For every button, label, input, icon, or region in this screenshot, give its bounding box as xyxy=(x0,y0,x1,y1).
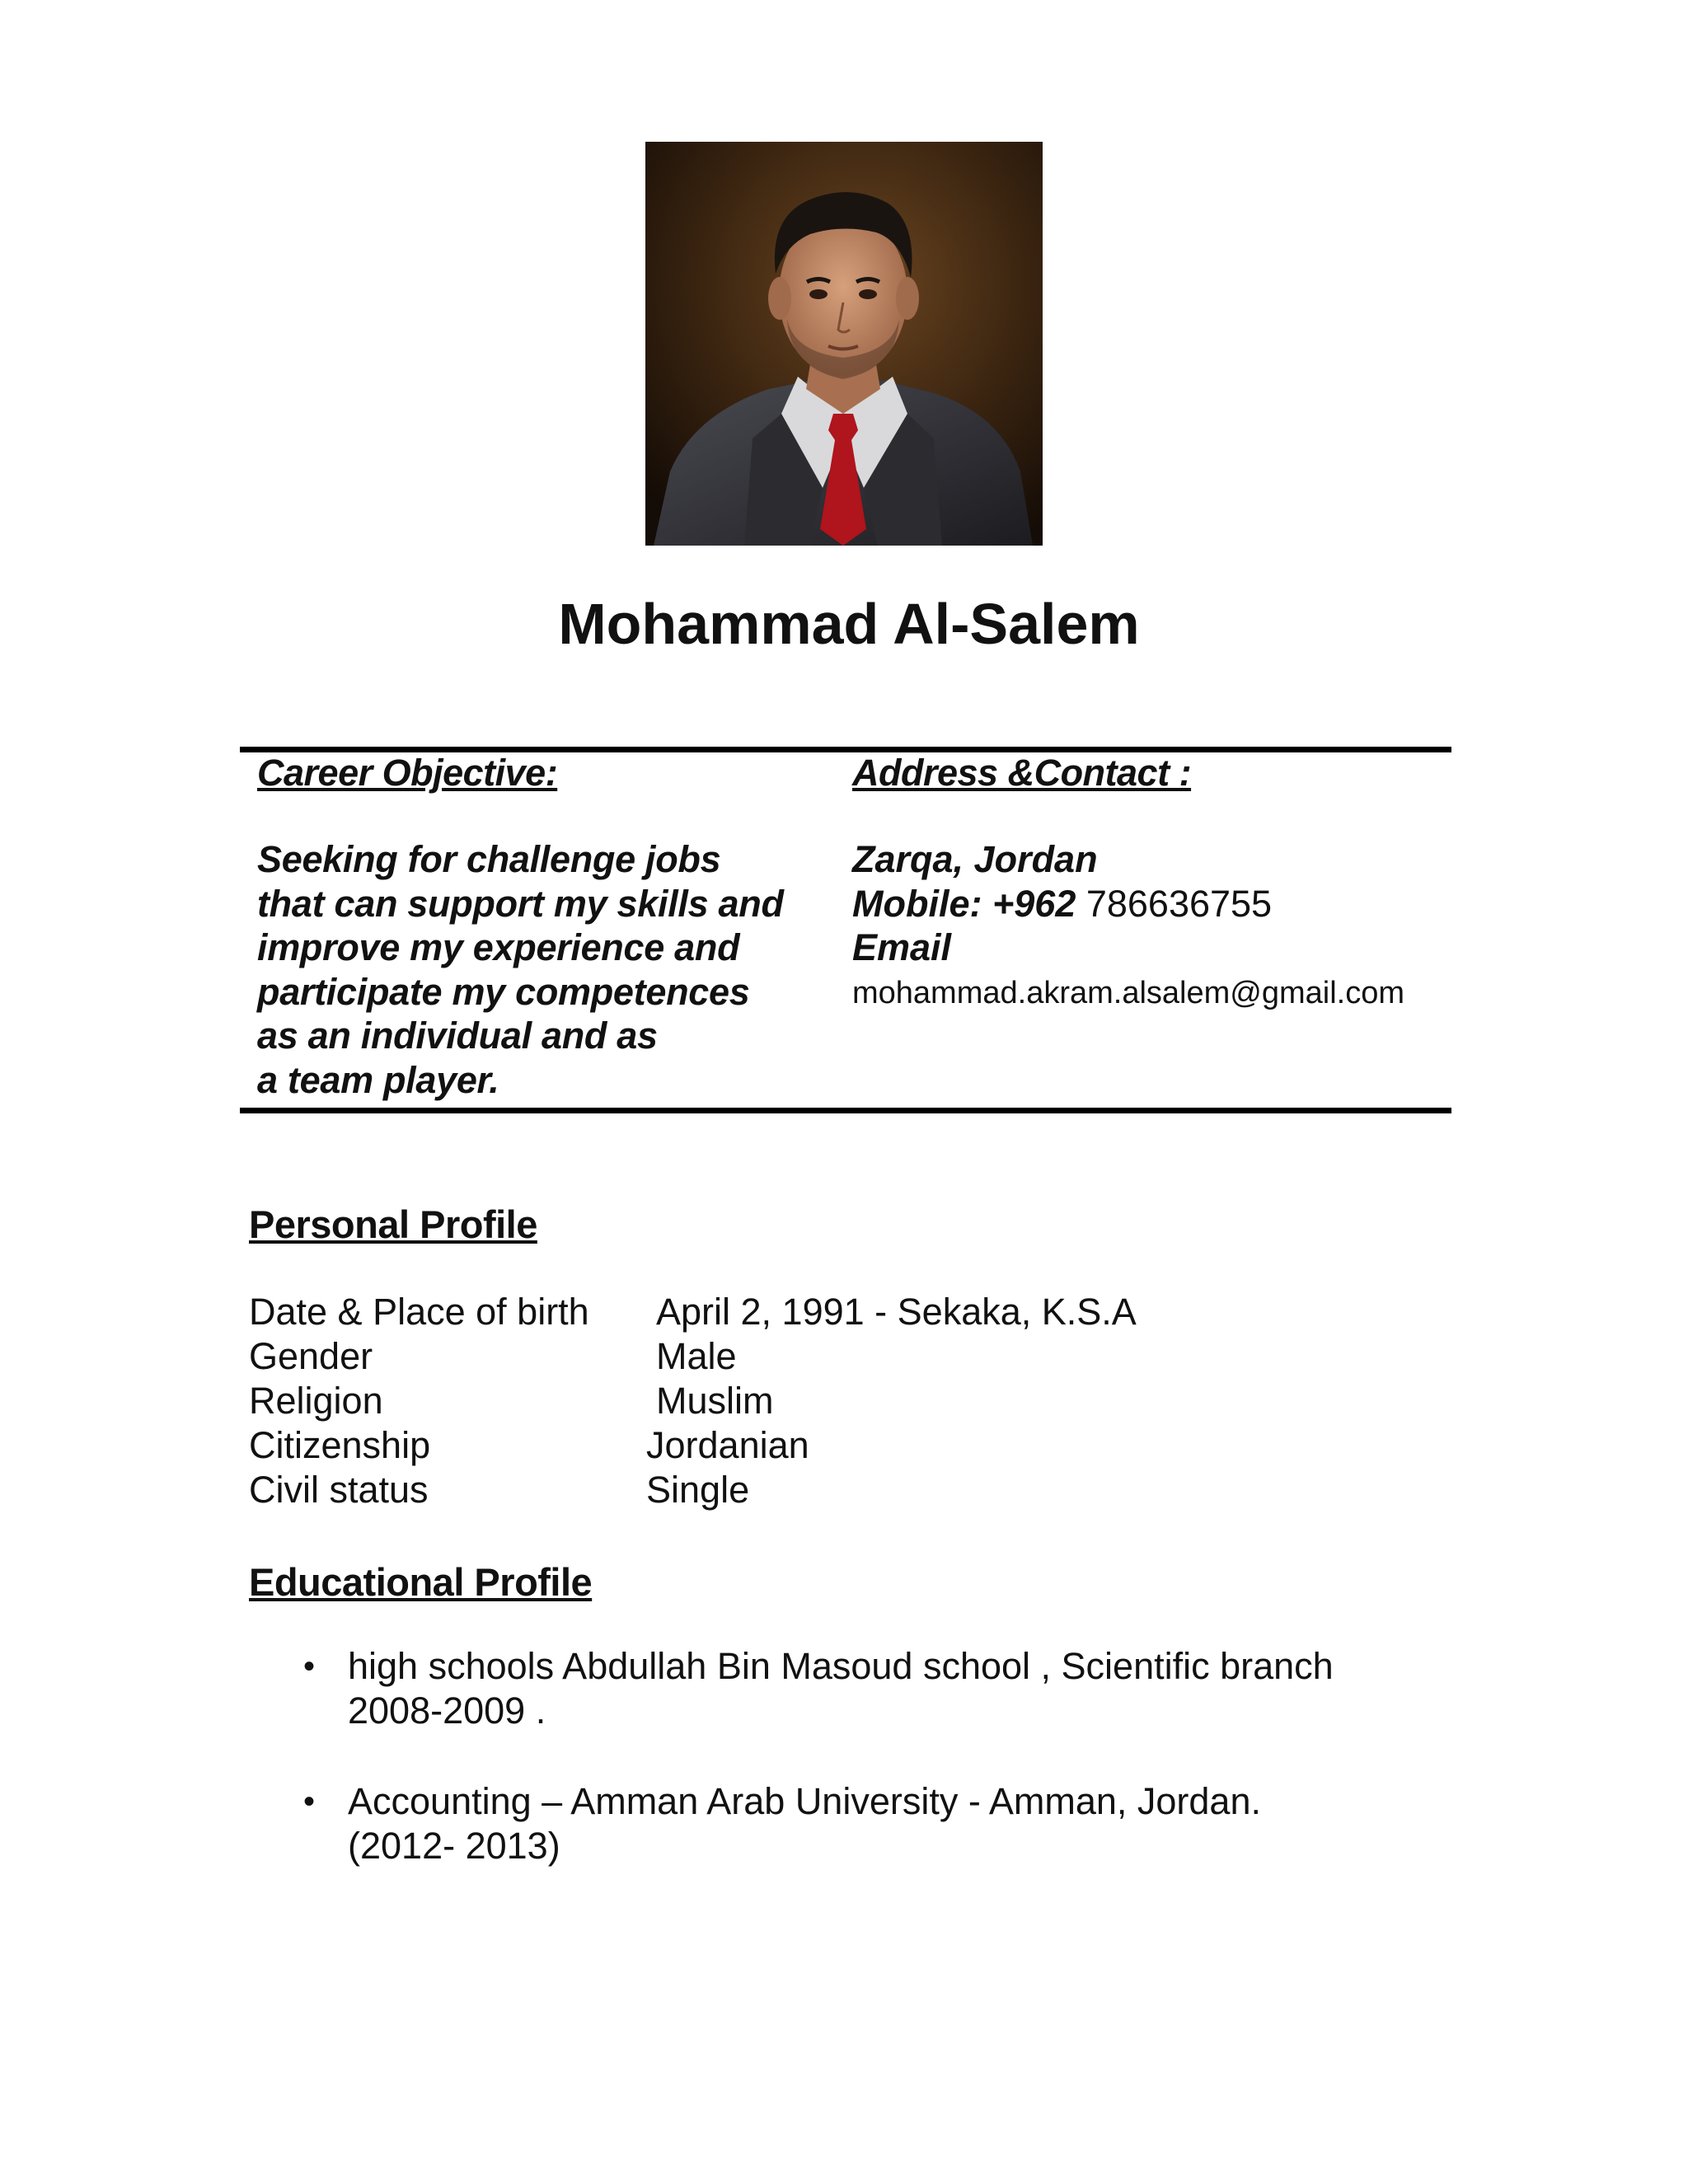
career-objective-heading: Career Objective: xyxy=(257,752,558,794)
objective-line: a team player. xyxy=(257,1058,499,1101)
contact-address: Zarqa, Jordan xyxy=(852,838,1098,880)
profile-row xyxy=(249,1379,1320,1423)
contact-heading: Address &Contact : xyxy=(852,752,1192,794)
profile-value: Muslim xyxy=(656,1380,774,1422)
education-list xyxy=(249,1644,1485,1915)
profile-row xyxy=(249,1290,1320,1334)
profile-row xyxy=(249,1423,1320,1468)
section-divider-bottom xyxy=(240,1108,1451,1113)
mobile-number: 786636755 xyxy=(1076,882,1273,925)
bullet-icon: • xyxy=(303,1648,316,1685)
profile-value: Male xyxy=(656,1335,737,1377)
profile-row xyxy=(249,1334,1320,1379)
profile-label: Religion xyxy=(249,1380,383,1422)
education-line: Accounting – Amman Arab University - Amman, Jordan. xyxy=(348,1780,1261,1822)
candidate-name: Mohammad Al-Salem xyxy=(558,592,1140,656)
profile-label: Citizenship xyxy=(249,1424,431,1466)
email-label: Email xyxy=(852,926,952,968)
personal-profile-table xyxy=(249,1290,1320,1512)
profile-photo xyxy=(645,142,1043,546)
profile-label: Civil status xyxy=(249,1469,429,1511)
objective-line: Seeking for challenge jobs xyxy=(257,838,721,880)
objective-line: that can support my skills and xyxy=(257,882,784,925)
personal-profile-heading: Personal Profile xyxy=(249,1202,537,1246)
list-item xyxy=(249,1779,1485,1868)
bullet-icon: • xyxy=(303,1783,316,1820)
profile-value: Jordanian xyxy=(646,1424,809,1466)
contact-details xyxy=(852,837,1462,1016)
mobile-label: Mobile: +962 xyxy=(852,882,1076,925)
profile-label: Gender xyxy=(249,1335,373,1377)
education-line: (2012- 2013) xyxy=(348,1825,560,1867)
career-objective-block xyxy=(257,748,834,1102)
contact-mobile xyxy=(852,882,1462,926)
email-address[interactable]: mohammad.akram.alsalem@gmail.com xyxy=(852,975,1404,1010)
education-line: 2008-2009 . xyxy=(348,1690,546,1732)
objective-line: participate my competences xyxy=(257,970,750,1013)
list-item xyxy=(249,1644,1485,1733)
objective-line: improve my experience and xyxy=(257,926,740,968)
objective-line: as an individual and as xyxy=(257,1015,658,1057)
profile-value: Single xyxy=(646,1469,750,1511)
contact-block xyxy=(852,748,1462,1016)
profile-value: April 2, 1991 - Sekaka, K.S.A xyxy=(656,1291,1137,1333)
career-objective-text xyxy=(257,837,834,1102)
educational-profile-heading: Educational Profile xyxy=(249,1560,593,1604)
profile-label: Date & Place of birth xyxy=(249,1291,589,1333)
profile-row xyxy=(249,1468,1320,1512)
education-line: high schools Abdullah Bin Masoud school , Scientific branch xyxy=(348,1645,1334,1687)
